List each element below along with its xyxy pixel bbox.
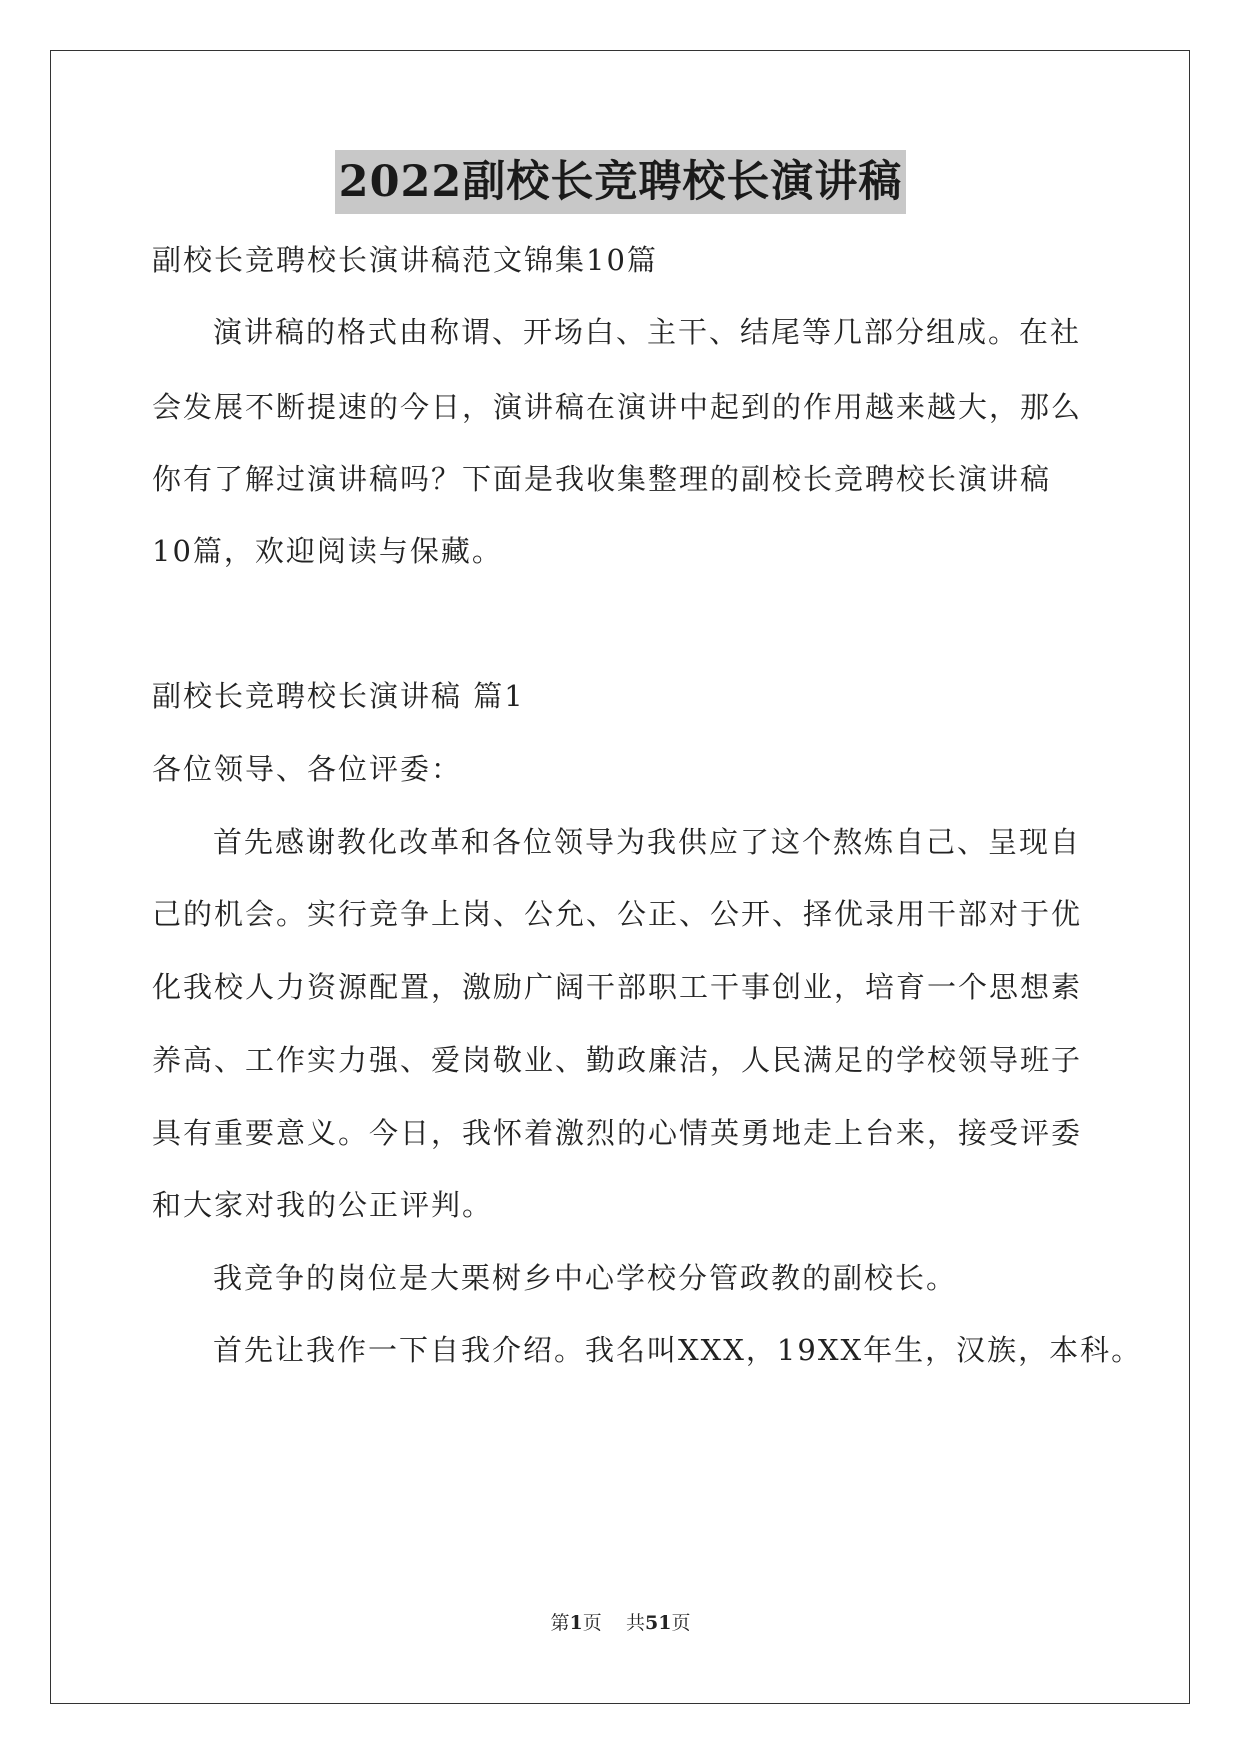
section-heading: 副校长竞聘校长演讲稿 篇1 [152,679,525,713]
intro-line-2: 会发展不断提速的今日，演讲稿在演讲中起到的作用越来越大，那么 [152,390,1083,424]
footer-total-pages: 51 [644,1612,672,1634]
body-line-1: 首先感谢教化改革和各位领导为我供应了这个熬炼自己、呈现自 [213,825,1082,859]
footer-prefix: 第 [550,1612,570,1634]
footer-page-number: 1 [569,1612,583,1634]
body-line-5: 具有重要意义。今日，我怀着激烈的心情英勇地走上台来，接受评委 [152,1116,1083,1150]
paragraph-2: 我竞争的岗位是大栗树乡中心学校分管政教的副校长。 [213,1261,958,1295]
salutation: 各位领导、各位评委： [152,752,463,786]
page-footer [0,1610,1241,1636]
document-title: 2022副校长竞聘校长演讲稿 [335,150,907,214]
intro-line-4: 10篇，欢迎阅读与保藏。 [152,534,503,568]
document-subtitle: 副校长竞聘校长演讲稿范文锦集10篇 [152,243,658,277]
footer-page-suffix: 页 [582,1612,602,1634]
intro-line-3: 你有了解过演讲稿吗？下面是我收集整理的副校长竞聘校长演讲稿 [152,462,1052,496]
title-container [0,150,1241,214]
paragraph-3: 首先让我作一下自我介绍。我名叫XXX，19XX年生，汉族，本科。 [213,1333,1143,1367]
intro-line-1: 演讲稿的格式由称谓、开场白、主干、结尾等几部分组成。在社 [213,315,1082,349]
footer-total-suffix: 页 [671,1612,691,1634]
body-line-4: 养高、工作实力强、爱岗敬业、勤政廉洁，人民满足的学校领导班子 [152,1043,1083,1077]
body-line-2: 己的机会。实行竞争上岗、公允、公正、公开、择优录用干部对于优 [152,897,1083,931]
body-line-6: 和大家对我的公正评判。 [152,1188,494,1222]
body-line-3: 化我校人力资源配置，激励广阔干部职工干事创业，培育一个思想素 [152,970,1083,1004]
page-border [50,50,1190,1704]
footer-total-prefix: 共 [625,1612,645,1634]
